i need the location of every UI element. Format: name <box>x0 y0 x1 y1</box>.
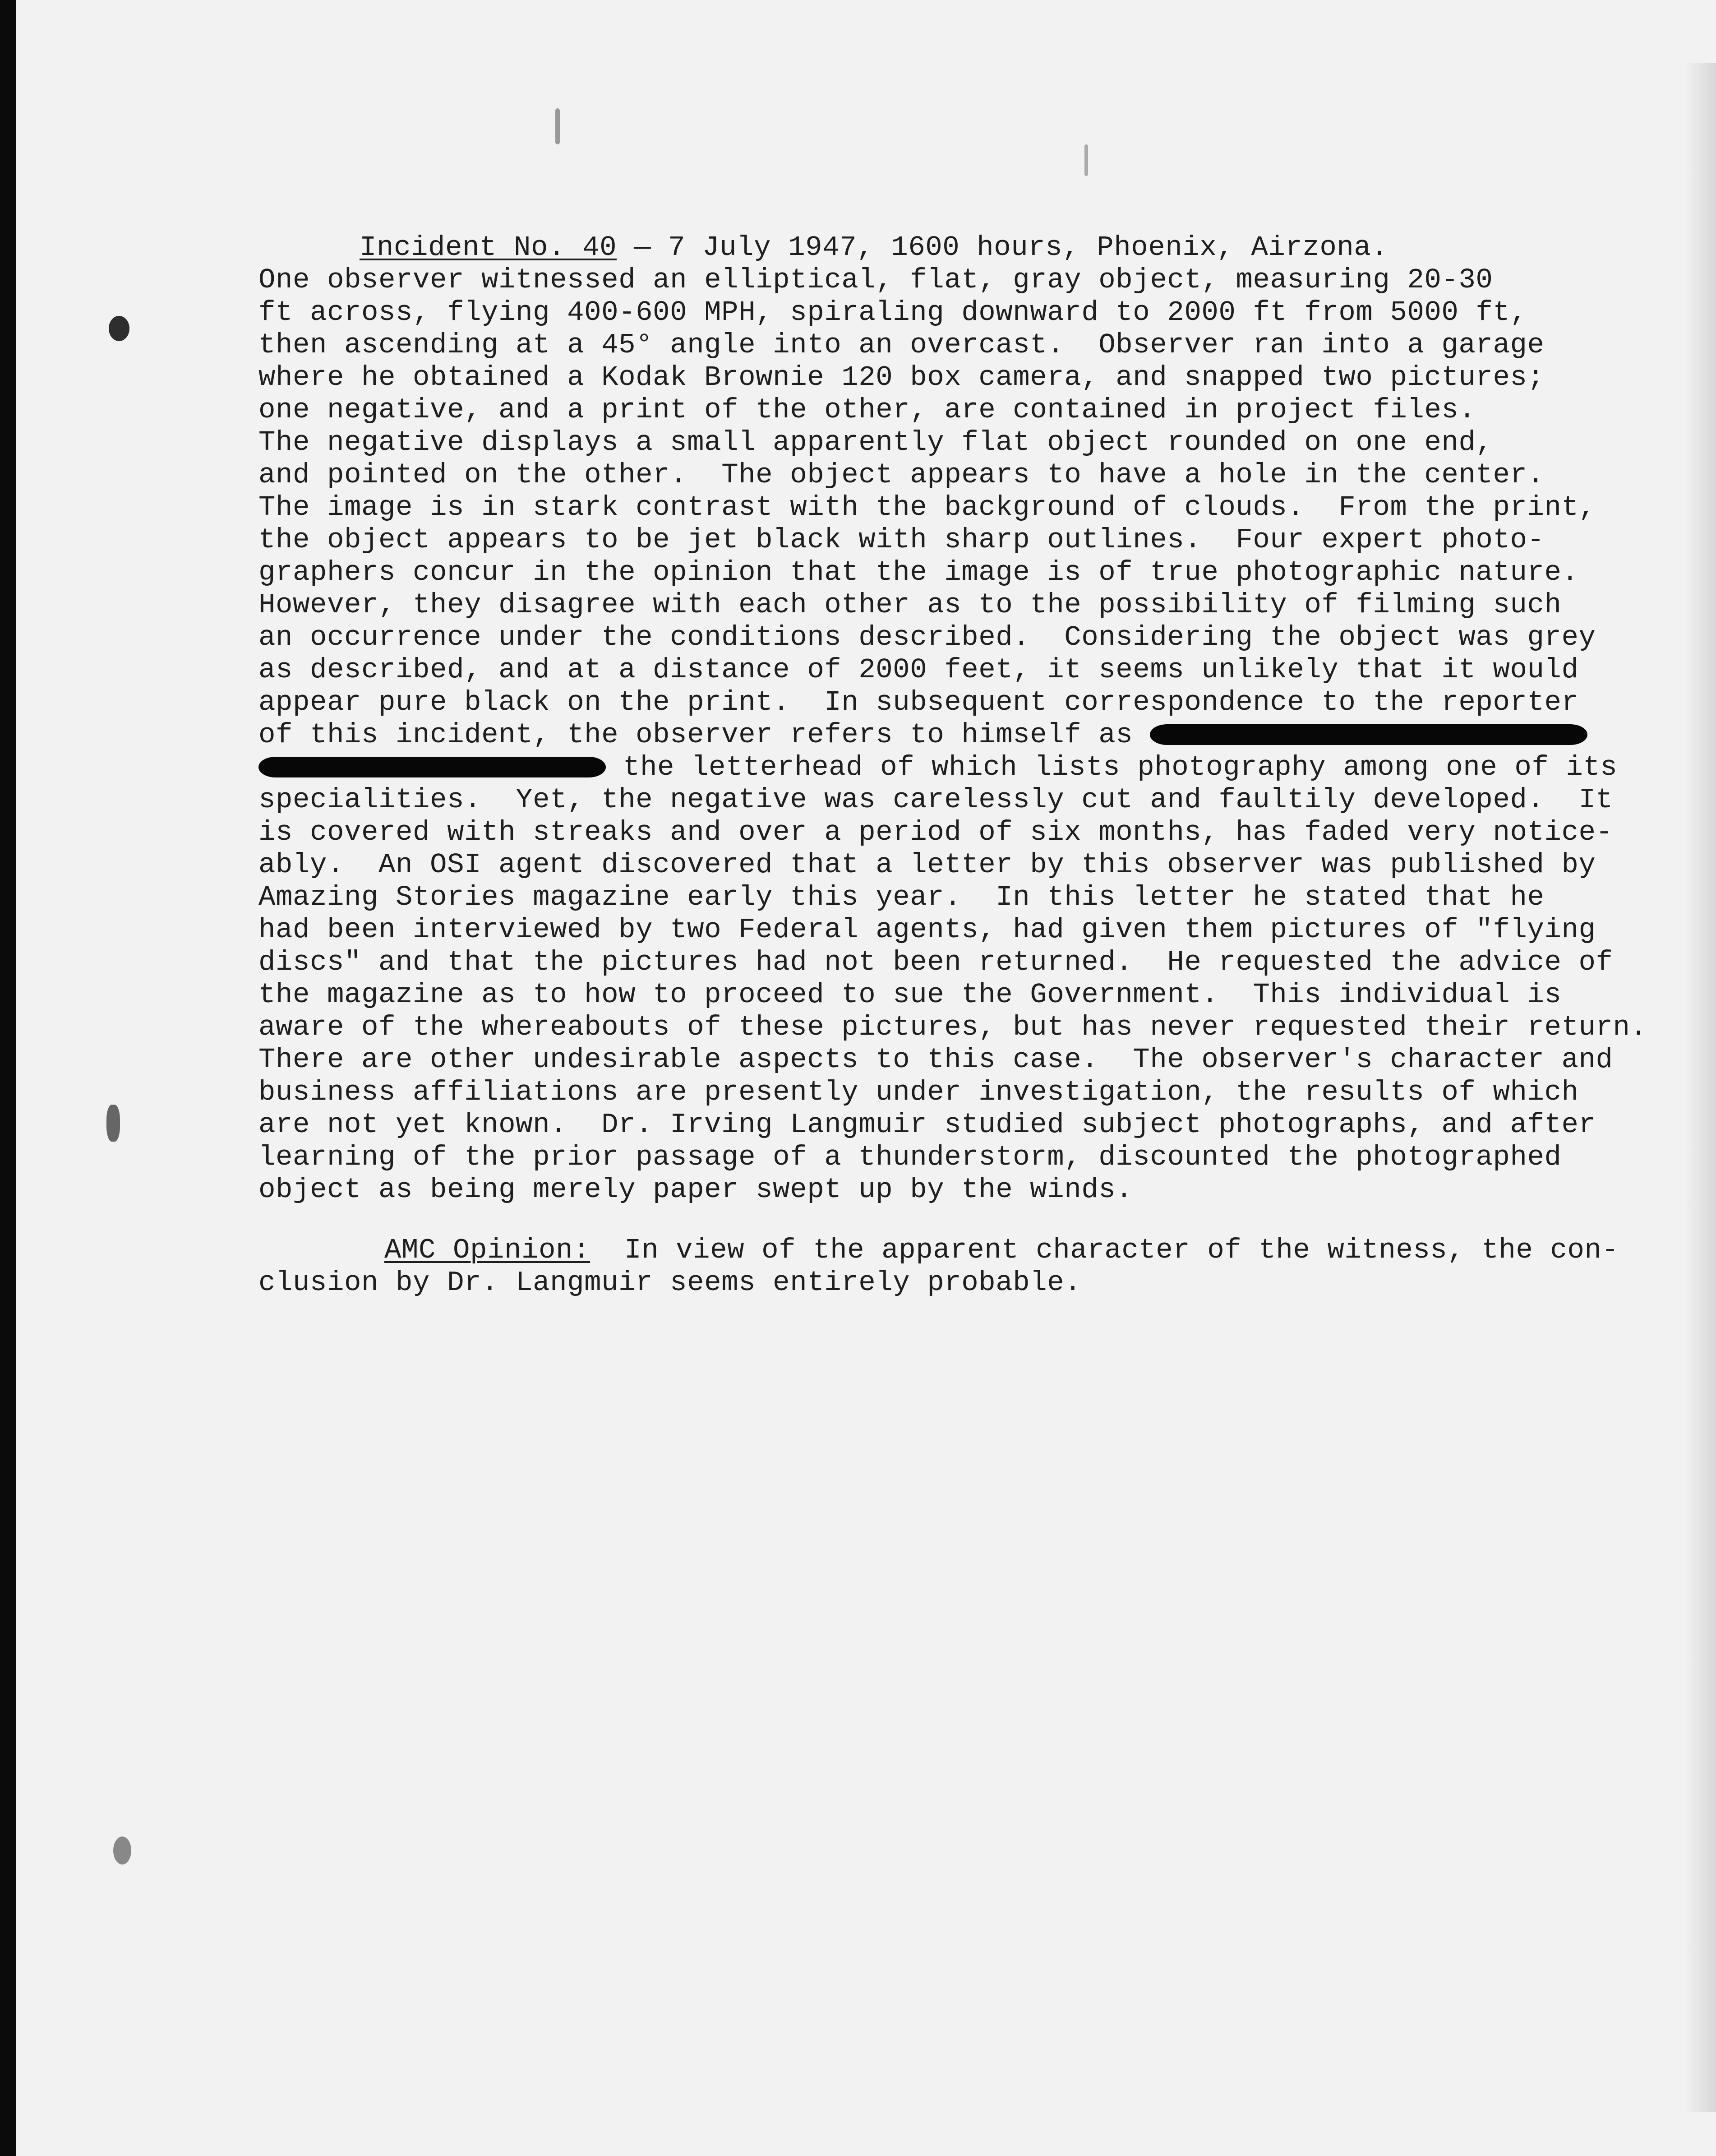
opinion-line <box>384 1234 1619 1267</box>
body-line-redacted <box>258 718 1587 752</box>
body-line-redacted <box>258 751 1617 784</box>
redaction-bar <box>258 757 606 777</box>
body-line: One observer witnessed an elliptical, flat, gray object, measuring 20-30 <box>258 264 1493 296</box>
scan-speck <box>1084 144 1088 176</box>
incident-number: Incident No. 40 <box>360 231 617 264</box>
body-line: an occurrence under the conditions described. Considering the object was grey <box>258 621 1596 653</box>
body-line: the object appears to be jet black with sharp outlines. Four expert photo- <box>258 524 1545 556</box>
body-line: ably. An OSI agent discovered that a letter by this observer was published by <box>258 849 1596 881</box>
body-line: where he obtained a Kodak Brownie 120 box camera, and snapped two pictures; <box>258 361 1545 393</box>
page-edge-shadow <box>1684 63 1716 2112</box>
body-line: had been interviewed by two Federal agents, had given them pictures of "flying <box>258 914 1596 946</box>
body-line: The negative displays a small apparently flat object rounded on one end, <box>258 426 1493 458</box>
body-line: However, they disagree with each other as to the possibility of filming such <box>258 589 1562 621</box>
body-line: and pointed on the other. The object appears to have a hole in the center. <box>258 459 1545 491</box>
body-line: one negative, and a print of the other, are contained in project files. <box>258 394 1476 426</box>
incident-title <box>360 231 1388 264</box>
punch-hole-mark <box>106 1105 120 1142</box>
body-line: There are other undesirable aspects to this case. The observer's character and <box>258 1044 1613 1076</box>
body-line: the magazine as to how to proceed to sue the Government. This individual is <box>258 979 1562 1011</box>
body-line: ft across, flying 400-600 MPH, spiraling downward to 2000 ft from 5000 ft, <box>258 296 1527 328</box>
body-line: business affiliations are presently under investigation, the results of which <box>258 1076 1579 1108</box>
body-line: as described, and at a distance of 2000 feet, it seems unlikely that it would <box>258 654 1579 686</box>
punch-hole-mark <box>113 1837 131 1865</box>
body-line: discs" and that the pictures had not been returned. He requested the advice of <box>258 946 1613 978</box>
body-line: are not yet known. Dr. Irving Langmuir studied subject photographs, and after <box>258 1109 1596 1141</box>
body-line: appear pure black on the print. In subsequent correspondence to the reporter <box>258 686 1579 718</box>
body-line: graphers concur in the opinion that the image is of true photographic nature. <box>258 556 1579 588</box>
body-line: then ascending at a 45° angle into an overcast. Observer ran into a garage <box>258 329 1545 361</box>
body-line: specialities. Yet, the negative was carelessly cut and faultily developed. It <box>258 784 1613 816</box>
redaction-bar <box>1150 724 1587 745</box>
opinion-text: In view of the apparent character of the witness, the con- <box>590 1234 1619 1266</box>
body-line-text: of this incident, the observer refers to himself as <box>258 719 1133 751</box>
scan-speck <box>555 108 560 144</box>
body-line: The image is in stark contrast with the background of clouds. From the print, <box>258 491 1596 523</box>
body-line: is covered with streaks and over a period of six months, has faded very notice- <box>258 816 1613 848</box>
body-line: object as being merely paper swept up by the winds. <box>258 1174 1133 1206</box>
opinion-line: clusion by Dr. Langmuir seems entirely probable. <box>258 1267 1082 1299</box>
body-line: learning of the prior passage of a thunderstorm, discounted the photographed <box>258 1141 1562 1173</box>
body-line: Amazing Stories magazine early this year. In this letter he stated that he <box>258 881 1545 913</box>
document-page <box>16 0 1716 2156</box>
punch-hole-mark <box>109 316 129 341</box>
body-line-text: the letterhead of which lists photography among one of its <box>606 751 1618 783</box>
incident-date-location: — 7 July 1947, 1600 hours, Phoenix, Airzona. <box>617 231 1388 264</box>
opinion-label: AMC Opinion: <box>384 1234 590 1266</box>
body-line: aware of the whereabouts of these pictures, but has never requested their return. <box>258 1011 1647 1043</box>
